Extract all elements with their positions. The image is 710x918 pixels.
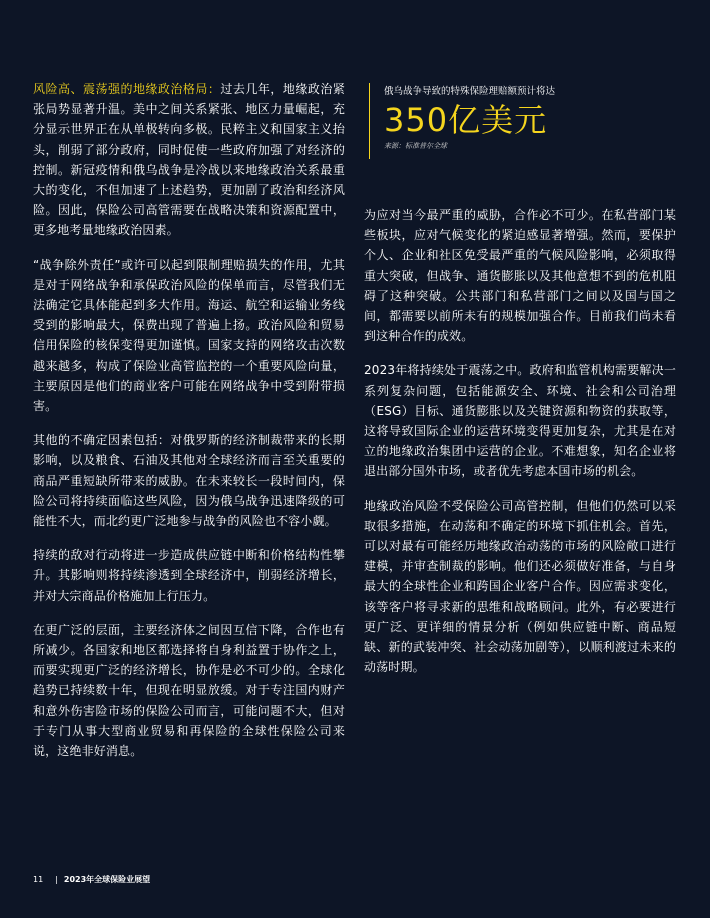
paragraph-cooperation-needed: 为应对当今最严重的威胁，合作必不可少。在私营部门某些板块，应对气候变化的紧迫感显著增强。然而，要保护个人、企业和社区免受最严重的气候风险影响，必须取得重大突破，但战争、通货膨胀以及其他意想不到的危机阻碍了这种突破。公共部门和私营部门之间以及国与国之间，都需要以前所未有的规模加强合作。目前我们尚未看到这种合作的成效。: [364, 208, 676, 344]
footer-separator: |: [55, 875, 58, 884]
paragraph-hostilities: 持续的敌对行动将进一步造成供应链中断和价格结构性攀升。其影响则将持续渗透到全球经济中，削弱经济增长，并对大宗商品价格施加上行压力。: [33, 548, 345, 603]
paragraph-other-uncertainties: 其他的不确定因素包括：对俄罗斯的经济制裁带来的长期影响，以及粮食、石油及其他对全球经济而言至关重要的商品严重短缺所带来的威胁。在未来较长一段时间内，保险公司将持续面临这些风险，因为俄乌战争迅速降级的可能性不大，而北约更广泛地参与战争的风险也不容小觑。: [33, 433, 345, 529]
callout-value: 350亿美元: [384, 101, 548, 139]
paragraph-2023-volatility: 2023年将持续处于震荡之中。政府和监管机构需要解决一系列复杂问题，包括能源安全、环境、社会和公司治理（ESG）目标、通货膨胀以及关键资源和物资的获取等，这将导致国际企业的运营环境变得更加复杂，尤其是在对立的地缘政治集团中运营的企业。不难想象，知名企业将退出部分国外市场，或者优先考虑本国市场的机会。: [364, 363, 676, 479]
page-number: 11: [33, 875, 44, 884]
paragraph-body: 过去几年，地缘政治紧张局势显著升温。美中之间关系紧张、地区力量崛起，充分显示世界正在从单极转向多极。民粹主义和国家主义抬头，削弱了部分政府，同时促使一些政府加强了对经济的控制。新冠疫情和俄乌战争是冷战以来地缘政治关系最重大的变化，不但加速了上述趋势，更加剧了政治和经济风险。因此，保险公司高管需要在战略决策和资源配置中，更多地考量地缘政治因素。: [33, 82, 345, 238]
page-footer: [33, 874, 150, 886]
paragraph-geopolitics: [33, 79, 345, 241]
paragraph-cooperation-decline: 在更广泛的层面，主要经济体之间因互信下降，合作也有所减少。各国家和地区都选择将自身利益置于协作之上，而要实现更广泛的经济增长，协作是必不可少的。全球化趋势已持续数十年，但现在明显放缓。对于专注国内财产和意外伤害险市场的保险公司而言，可能问题不大，但对于专门从事大型商业贸易和再保险的全球性保险公司来说，这绝非好消息。: [33, 622, 345, 759]
paragraph-heading: 风险高、震荡强的地缘政治格局：: [33, 82, 221, 96]
right-column: [364, 205, 676, 691]
callout-source: 来源：标准普尔全球: [384, 142, 447, 150]
footer-title: 2023年全球保险业展望: [63, 875, 151, 884]
left-column: [33, 79, 345, 775]
callout-label: 俄乌战争导致的特殊保险理赔额预计将达: [384, 86, 556, 97]
stat-callout: [369, 83, 669, 159]
paragraph-war-exclusion: “战争除外责任”或许可以起到限制理赔损失的作用，尤其是对于网络战争和承保政治风险的保单而言，尽管我们无法确定它具体能起到多大作用。海运、航空和运输业务线受到的影响最大，保费出现了普遍上扬。政治风险和贸易信用保险的核保变得更加谨慎。国家支持的网络攻击次数越来越多，构成了保险业高管监控的一个重要风险向量，主要原因是他们的商业客户可能在网络战争中受到附带损害。: [33, 257, 345, 414]
paragraph-executive-actions: 地缘政治风险不受保险公司高管控制，但他们仍然可以采取很多措施，在动荡和不确定的环境下抓住机会。首先，可以对最有可能经历地缘政治动荡的市场的风险敞口进行建模，并审查制裁的影响。他们还必须做好准备，与自身最大的全球性企业和跨国企业客户合作。因应需求变化，该等客户将寻求新的思维和战略顾问。此外，有必要进行更广泛、更详细的情景分析（例如供应链中断、商品短缺、新的武装冲突、社会动荡加剧等），以顺利渡过未来的动荡时期。: [364, 498, 676, 675]
